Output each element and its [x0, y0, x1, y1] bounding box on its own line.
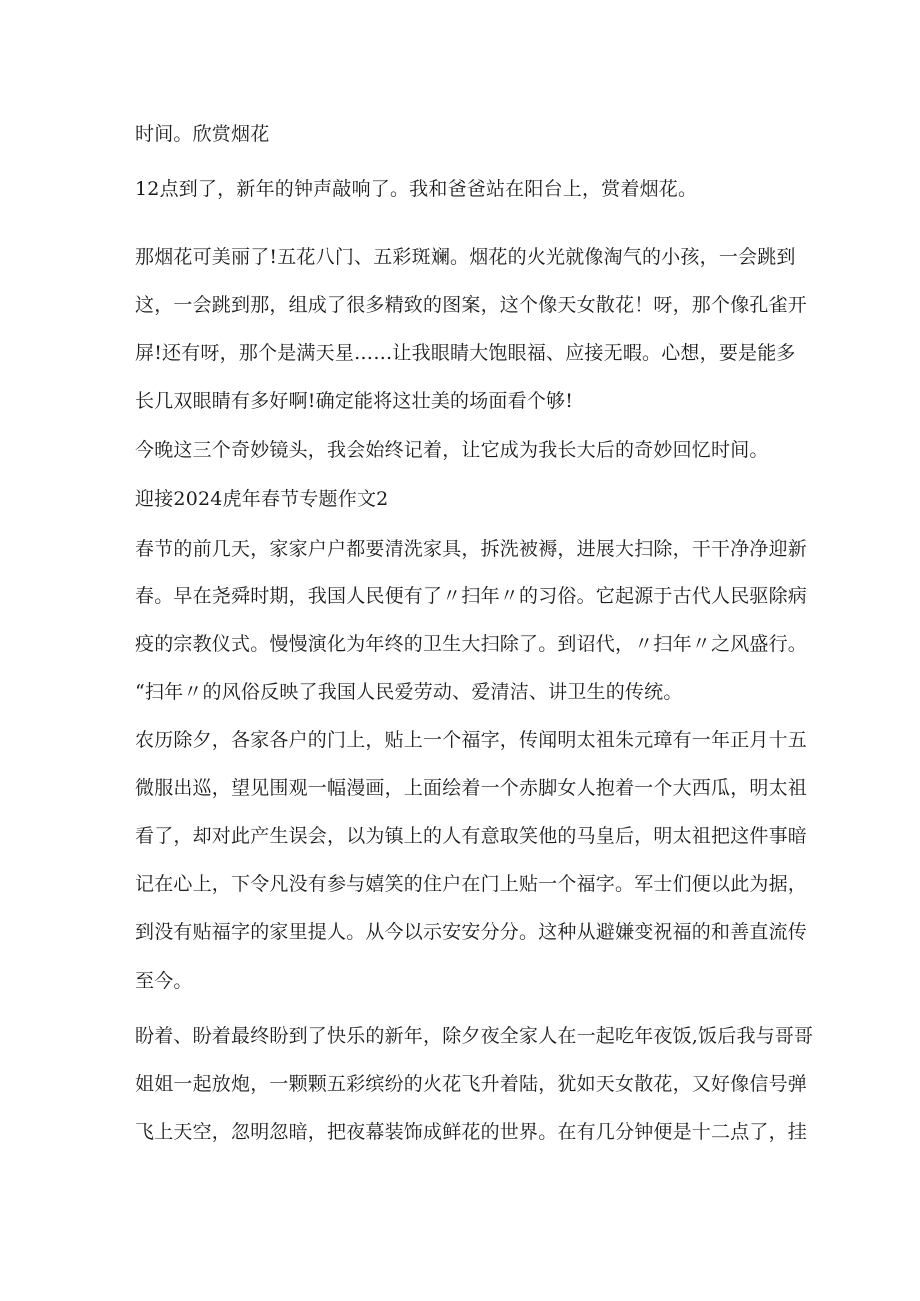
text-line-17: 到没有贴福字的家里提人。从今以示安安分分。这种从避嫌变祝福的和善直流传	[135, 921, 808, 943]
text-line-5: 屏!还有呀，那个是满天星……让我眼睛大饱眼福、应接无暇。心想，要是能多	[135, 342, 796, 364]
text-line-18: 至今。	[135, 970, 193, 992]
text-line-11: 疫的宗教仪式。慢慢演化为年终的卫生大扫除了。到诏代，〃扫年〃之风盛行。	[135, 633, 808, 655]
text-line-19: 盼着、盼着最终盼到了快乐的新年，除夕夜全家人在一起吃年夜饭,饭后我与哥哥	[135, 1025, 814, 1047]
text-line-7: 今晚这三个奇妙镜头，我会始终记着，让它成为我长大后的奇妙回忆时间。	[135, 439, 769, 461]
text-line-3: 那烟花可美丽了!五花八门、五彩斑斓。烟花的火光就像淘气的小孩，一会跳到	[135, 246, 796, 268]
text-line-2: 12点到了，新年的钟声敲响了。我和爸爸站在阳台上，赏着烟花。	[135, 178, 698, 200]
text-line-14: 微服出巡，望见围观一幅漫画，上面绘着一个赤脚女人抱着一个大西瓜，明太祖	[135, 777, 808, 799]
text-line-15: 看了，却对此产生误会，以为镇上的人有意取笑他的马皇后，明太祖把这件事暗	[135, 825, 808, 847]
section-heading: 迎接2024虎年春节专题作文2	[135, 488, 389, 510]
text-line-1: 时间。欣赏烟花	[135, 123, 270, 145]
text-line-20: 姐姐一起放炮，一颗颗五彩缤纷的火花飞升着陆，犹如天女散花，又好像信号弹	[135, 1073, 808, 1095]
text-line-12: “扫年〃的风俗反映了我国人民爱劳动、爱清洁、讲卫生的传统。	[135, 681, 683, 703]
text-line-9: 春节的前几天，家家户户都要清洗家具，拆洗被褥，进展大扫除，干干净净迎新	[135, 538, 808, 560]
text-line-10: 春。早在尧舜时期，我国人民便有了〃扫年〃的习俗。它起源于古代人民驱除病	[135, 585, 808, 607]
text-line-6: 长几双眼睛有多好啊!确定能将这壮美的场面看个够!	[135, 390, 574, 412]
text-line-13: 农历除夕，各家各户的门上，贴上一个福字，传闻明太祖朱元璋有一年正月十五	[135, 729, 808, 751]
text-line-4: 这，一会跳到那，组成了很多精致的图案，这个像天女散花！呀，那个像孔雀开	[135, 294, 808, 316]
text-line-16: 记在心上，下令凡没有参与嬉笑的住户在门上贴一个福字。军士们便以此为据，	[135, 873, 808, 895]
text-line-21: 飞上天空，忽明忽暗，把夜幕装饰成鲜花的世界。在有几分钟便是十二点了，挂	[135, 1121, 808, 1143]
